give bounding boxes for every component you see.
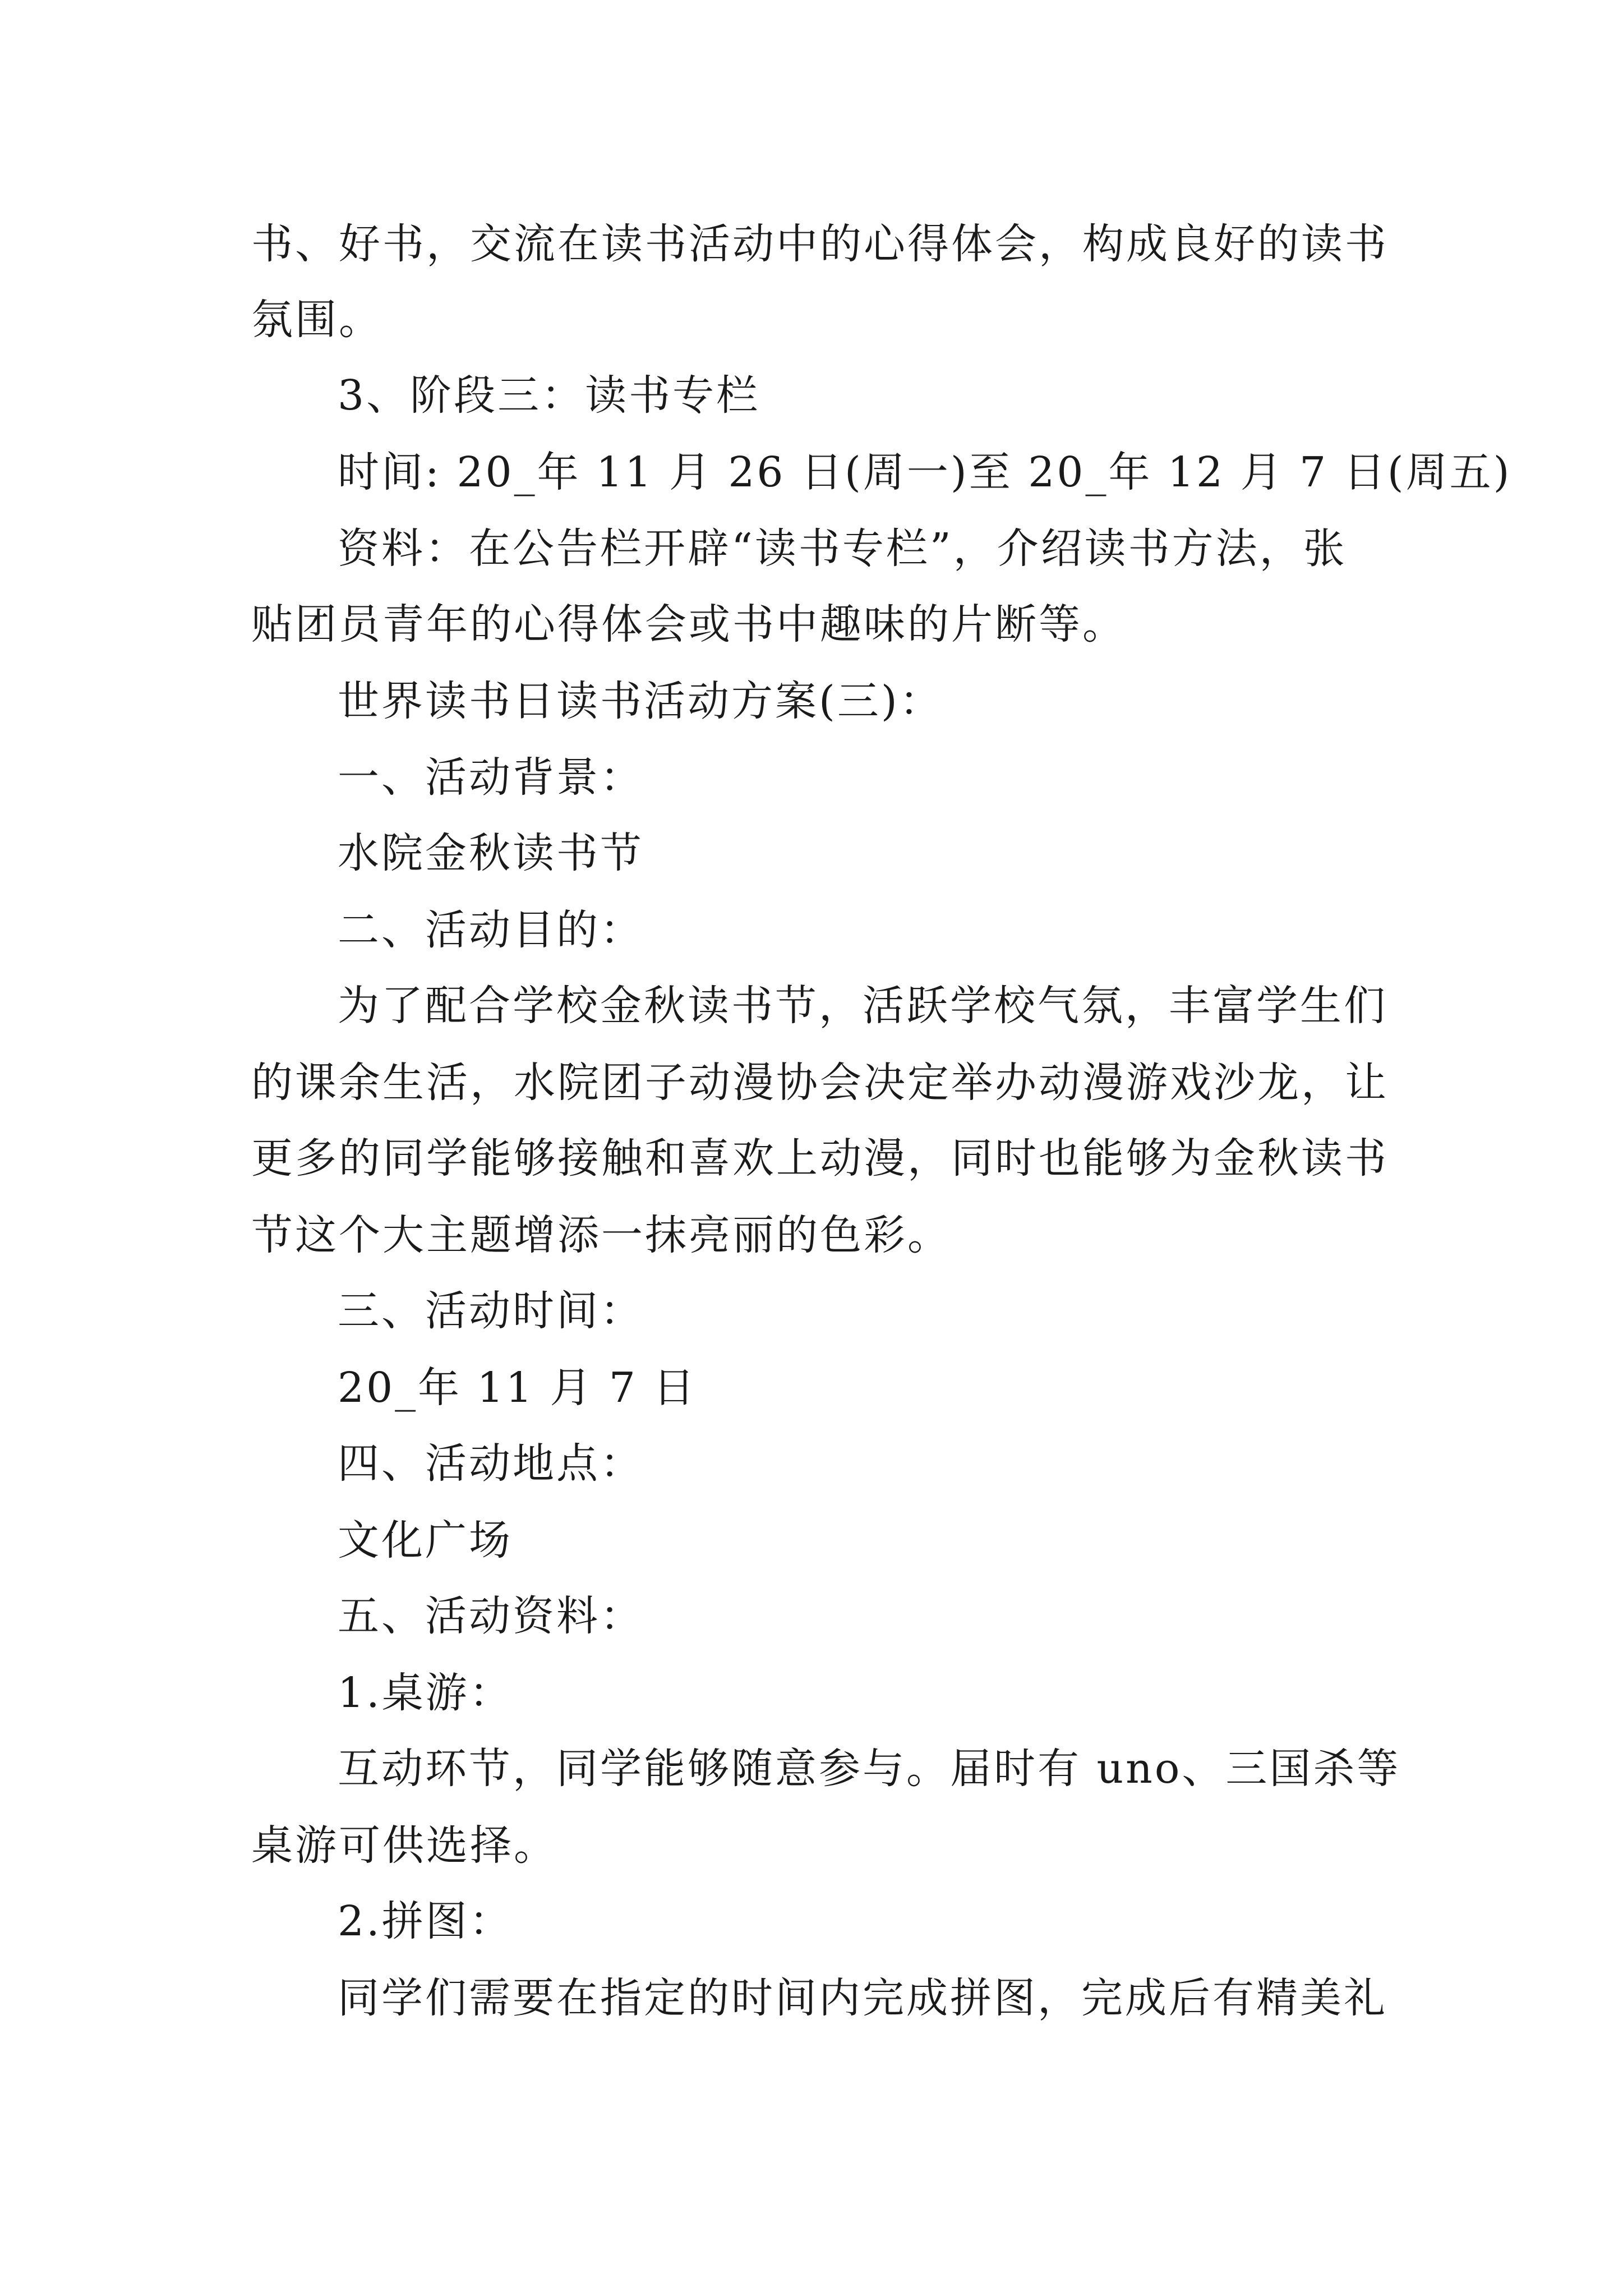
text-line: 的课余生活，水院团子动漫协会决定举办动漫游戏沙龙，让 (251, 1059, 1389, 1107)
text-line: 资料：在公告栏开辟“读书专栏”，介绍读书方法，张 (338, 524, 1347, 573)
text-line: 时间: 20_年 11 月 26 日(周一)至 20_年 12 月 7 日(周五) (338, 448, 1512, 496)
text-line: 氛围。 (251, 296, 382, 344)
text-line: 节这个大主题增添一抹亮丽的色彩。 (251, 1211, 951, 1259)
text-line: 五、活动资料： (338, 1592, 644, 1640)
text-line: 同学们需要在指定的时间内完成拼图，完成后有精美礼 (338, 1974, 1387, 2022)
text-line: 三、活动时间： (338, 1287, 644, 1335)
text-line: 2.拼图： (338, 1897, 513, 1945)
text-line: 贴团员青年的心得体会或书中趣味的片断等。 (251, 600, 1126, 648)
text-line: 二、活动目的： (338, 906, 644, 954)
text-line: 书、好书，交流在读书活动中的心得体会，构成良好的读书 (251, 220, 1389, 268)
text-line: 20_年 11 月 7 日 (338, 1364, 697, 1412)
text-line: 文化广场 (338, 1516, 513, 1565)
text-line: 桌游可供选择。 (251, 1821, 557, 1870)
text-line: 为了配合学校金秋读书节，活跃学校气氛，丰富学生们 (338, 982, 1387, 1030)
text-line: 1.桌游： (338, 1669, 513, 1717)
text-line: 世界读书日读书活动方案(三)： (338, 677, 943, 725)
text-line: 互动环节，同学能够随意参与。届时有 uno、三国杀等 (338, 1745, 1401, 1793)
text-line: 水院金秋读书节 (338, 829, 644, 877)
text-line: 四、活动地点： (338, 1439, 644, 1488)
text-line: 3、阶段三：读书专栏 (338, 371, 760, 420)
text-line: 更多的同学能够接触和喜欢上动漫，同时也能够为金秋读书 (251, 1134, 1389, 1182)
text-line: 一、活动背景： (338, 753, 644, 802)
